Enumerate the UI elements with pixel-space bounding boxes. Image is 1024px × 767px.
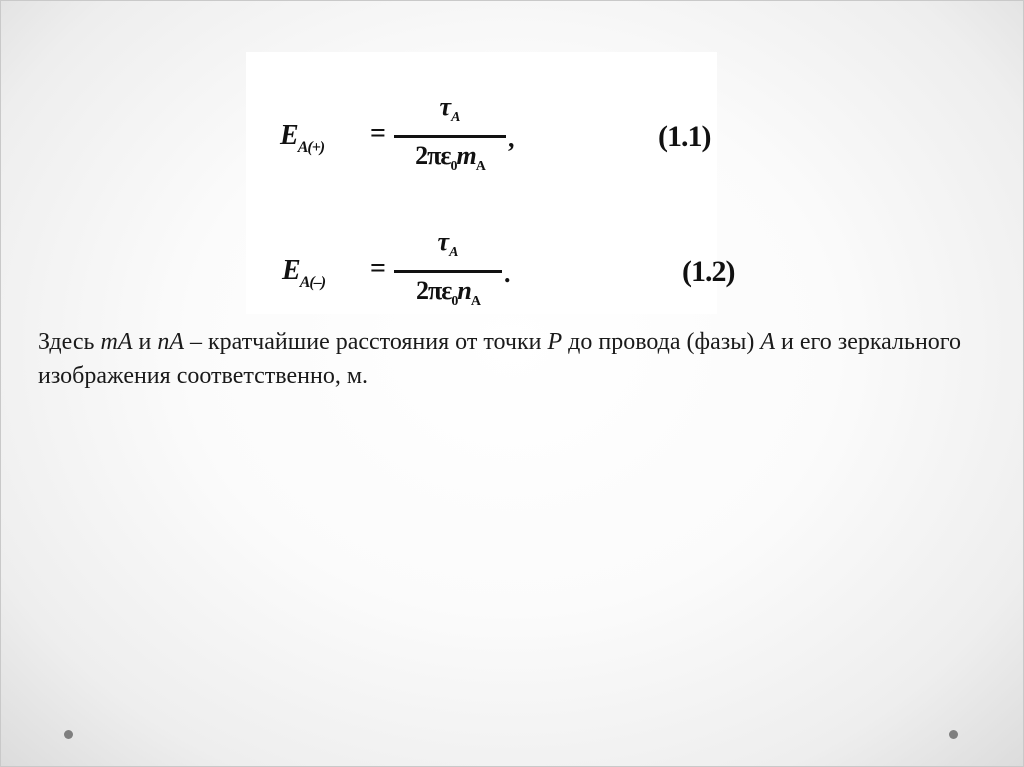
variable-mA: mA xyxy=(100,329,133,355)
numerator-subscript: A xyxy=(451,110,461,125)
denominator-constant: 2πε xyxy=(416,276,452,305)
denominator-epsilon-subscript: 0 xyxy=(451,294,458,309)
text-segment: – кратчайшие расстояния от точки xyxy=(184,329,548,355)
text-segment: и его зеркального изображения соответственно, м. xyxy=(38,329,962,389)
equals-sign: = xyxy=(370,253,386,284)
variable-P: P xyxy=(547,329,563,355)
text-segment: и xyxy=(132,329,158,355)
denominator-constant: 2πε xyxy=(415,141,451,170)
text-segment: Здесь xyxy=(38,329,101,355)
denominator-epsilon-subscript: 0 xyxy=(450,159,457,174)
equals-sign: = xyxy=(370,118,386,149)
numerator-symbol: τ xyxy=(439,92,452,121)
formula-punctuation: . xyxy=(504,259,511,288)
formula-lhs-symbol: E xyxy=(280,120,298,151)
fraction-numerator xyxy=(394,92,506,133)
bullet-dot-icon xyxy=(949,730,958,739)
formula-lhs-symbol: E xyxy=(282,255,300,286)
denominator-variable: n xyxy=(457,276,471,305)
equation-number: (1.1) xyxy=(658,120,711,153)
formula-punctuation: , xyxy=(508,124,515,153)
bullet-dot-icon xyxy=(64,730,73,739)
fraction-denominator xyxy=(394,276,502,317)
numerator-symbol: τ xyxy=(437,227,450,256)
fraction-bar xyxy=(394,135,506,138)
formula-lhs xyxy=(280,120,324,157)
formula-lhs-subscript: A(+) xyxy=(297,139,325,156)
variable-A: A xyxy=(760,329,775,355)
fraction-denominator xyxy=(394,141,506,182)
formula-fraction xyxy=(394,92,506,182)
denominator-variable-subscript: A xyxy=(475,159,485,174)
formula-fraction xyxy=(394,227,502,317)
formula-lhs-subscript: A(–) xyxy=(299,274,326,291)
text-segment: до провода (фазы) xyxy=(562,329,761,355)
variable-nA: nA xyxy=(157,329,184,355)
denominator-variable-subscript: A xyxy=(470,294,480,309)
formula-1-1 xyxy=(246,92,717,212)
equation-number: (1.2) xyxy=(682,255,735,288)
explanation-paragraph xyxy=(38,325,998,393)
numerator-subscript: A xyxy=(449,245,459,260)
formula-image xyxy=(246,52,735,314)
formula-lhs xyxy=(282,255,325,292)
denominator-variable: m xyxy=(456,141,476,170)
fraction-numerator xyxy=(394,227,502,268)
fraction-bar xyxy=(394,270,502,273)
